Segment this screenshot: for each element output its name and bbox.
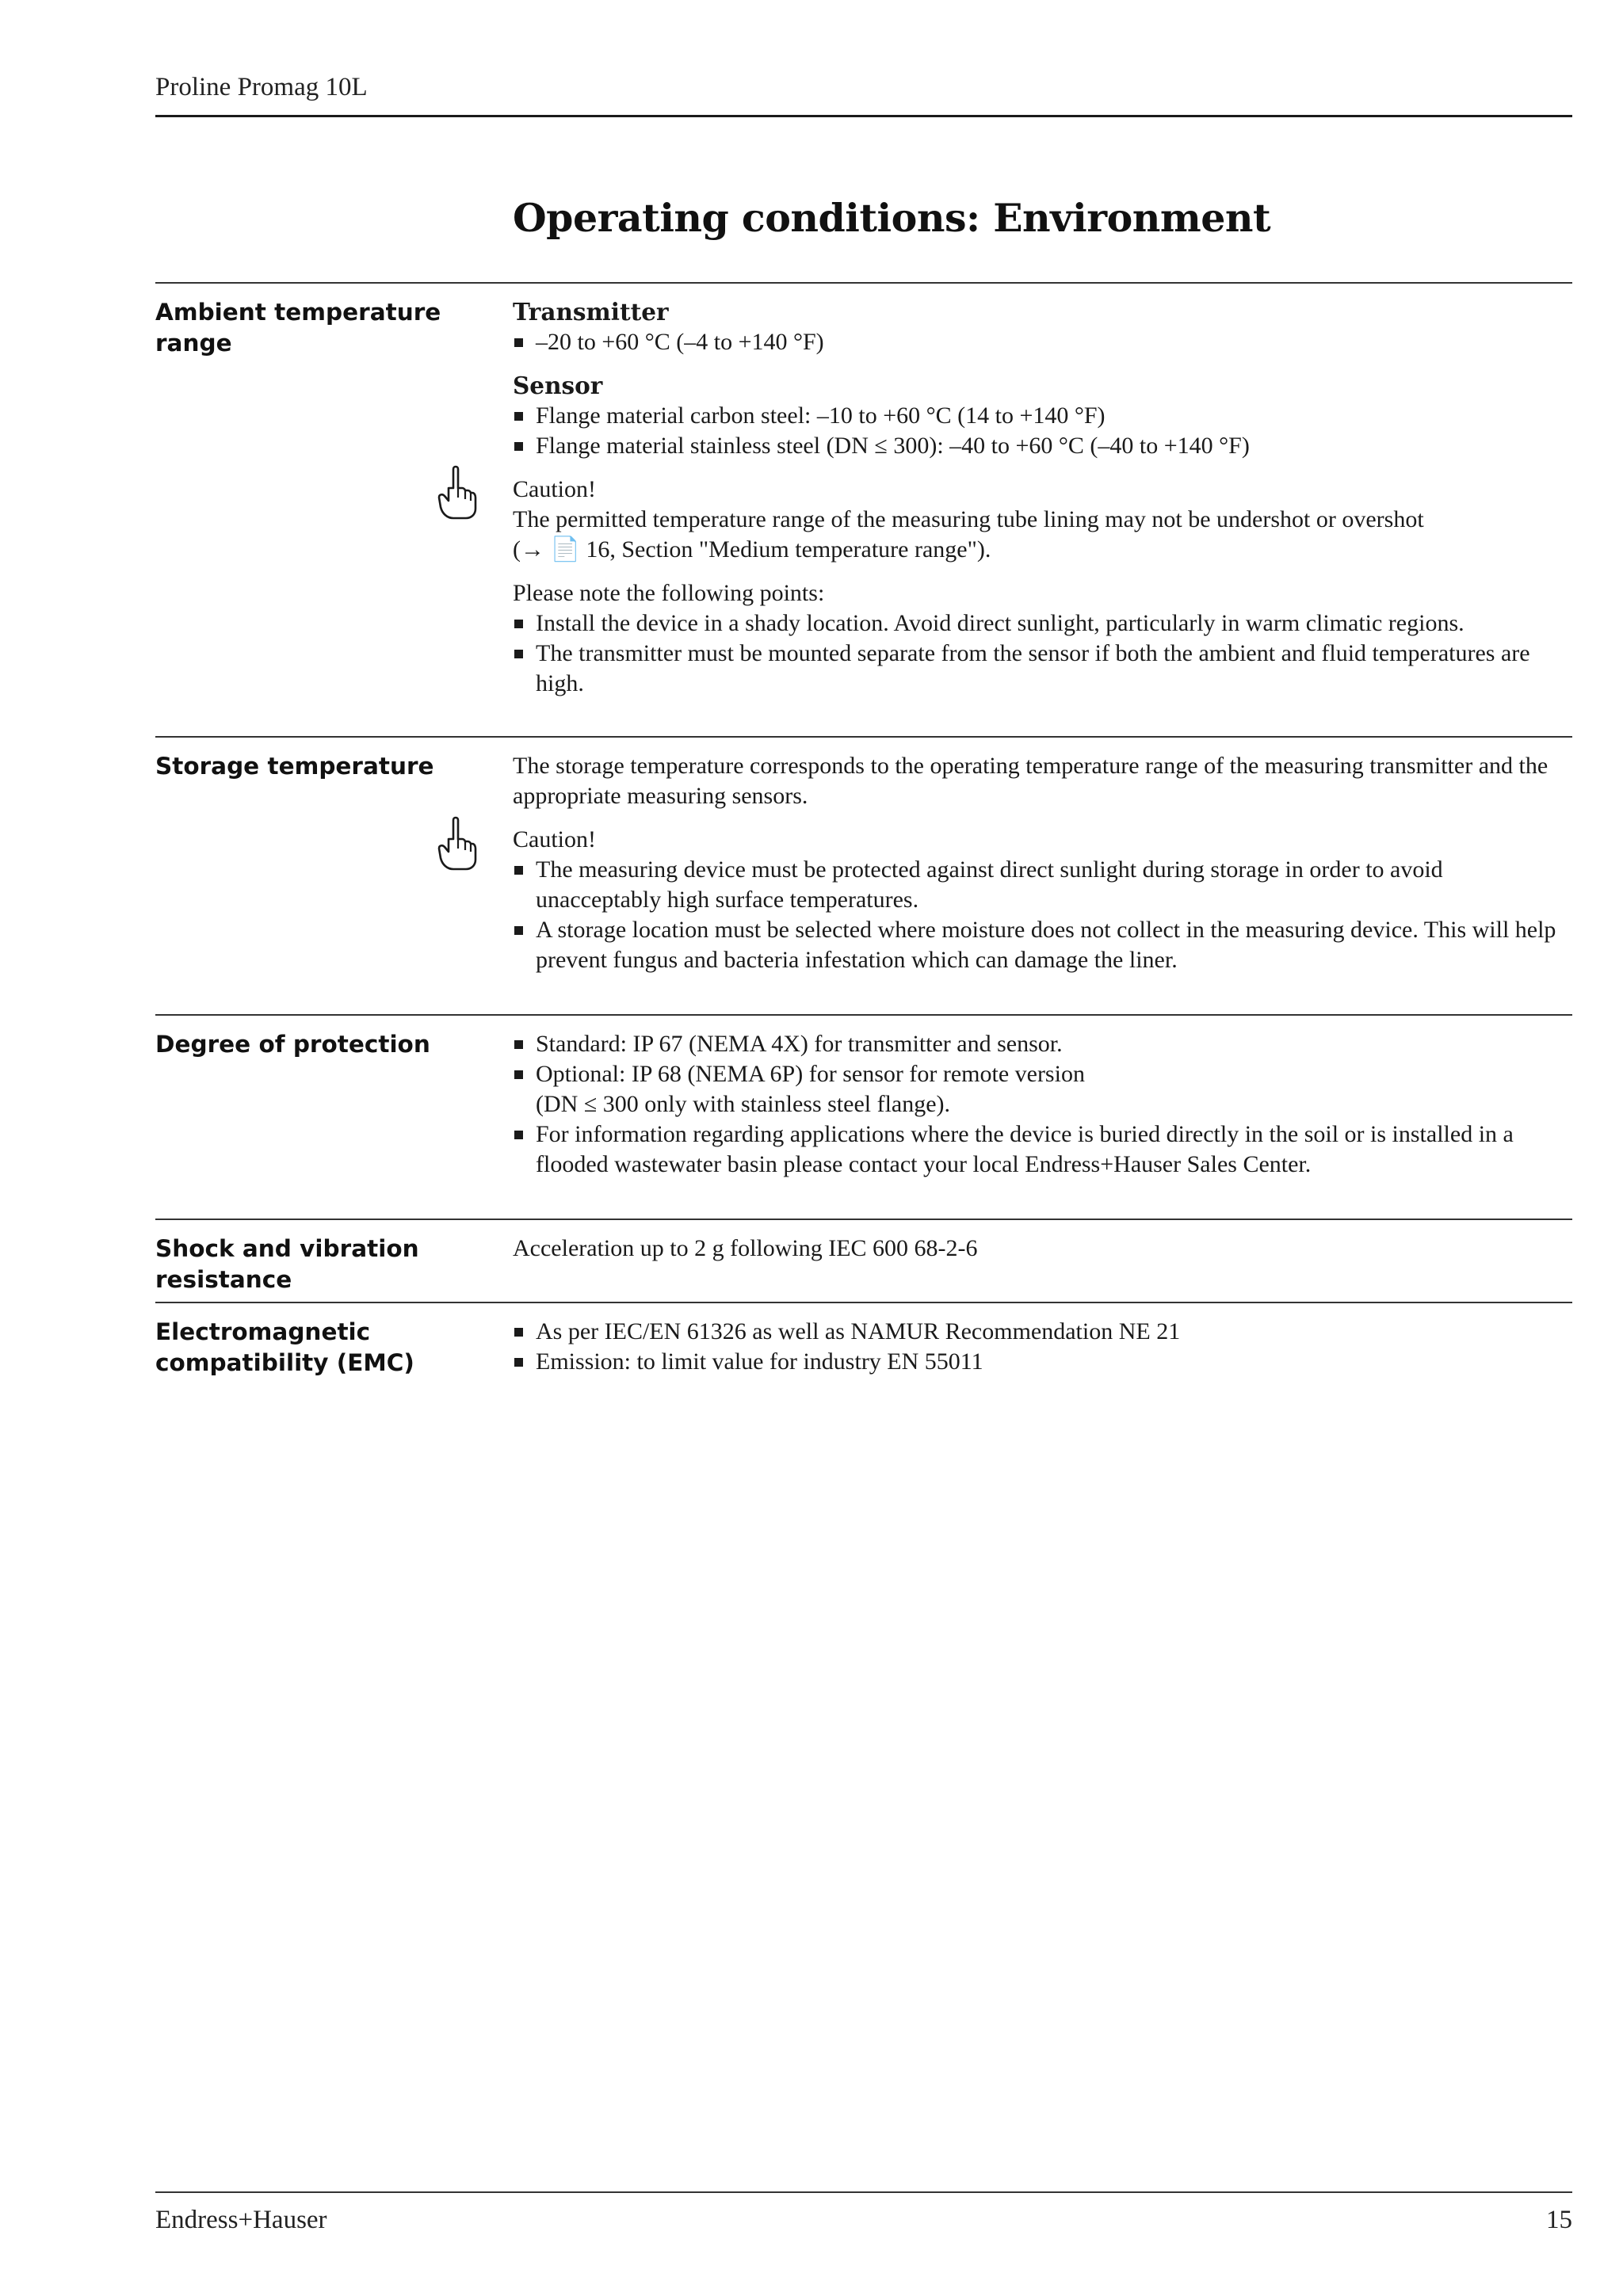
section-label: Ambient temperature range	[155, 299, 441, 357]
section-label: Shock and vibration resistance	[155, 1235, 419, 1293]
pointing-hand-icon	[436, 815, 477, 872]
storage-text: The storage temperature corresponds to the operating temperature range of the measuring transmitter and the appropriate measuring sensors.	[513, 753, 1549, 809]
list-item-continuation: (DN ≤ 300 only with stainless steel flange).	[536, 1091, 951, 1117]
page-title: Operating conditions: Environment	[513, 195, 1271, 241]
protection-list	[513, 1029, 1572, 1180]
transmitter-list	[513, 327, 1572, 357]
caution-title: Caution!	[513, 826, 596, 852]
sensor-heading: Sensor	[513, 372, 603, 399]
section-content	[513, 1029, 1572, 1180]
emc-list	[513, 1317, 1572, 1377]
section-label: Storage temperature	[155, 753, 434, 780]
caution-reference: (→ 📄 16, Section "Medium temperature range").	[513, 536, 991, 563]
section-content	[513, 751, 1572, 975]
section-divider	[155, 736, 1572, 738]
list-item: Install the device in a shady location. Avoid direct sunlight, particularly in warm climatic regions.	[513, 608, 1572, 639]
caution-text: The permitted temperature range of the measuring tube lining may not be undershot or overshot	[513, 506, 1424, 532]
running-header: Proline Promag 10L	[155, 73, 368, 101]
header-rule	[155, 115, 1572, 117]
list-item: Flange material carbon steel: –10 to +60 °C (14 to +140 °F)	[513, 401, 1572, 431]
list-item	[513, 1059, 1572, 1119]
shock-text: Acceleration up to 2 g following IEC 600 68-2-6	[513, 1235, 978, 1261]
footer-rule	[155, 2191, 1572, 2193]
caution-title: Caution!	[513, 476, 596, 502]
list-item: As per IEC/EN 61326 as well as NAMUR Recommendation NE 21	[513, 1317, 1572, 1347]
section-divider	[155, 1219, 1572, 1220]
section-divider	[155, 282, 1572, 284]
list-item: Emission: to limit value for industry EN 55011	[513, 1347, 1572, 1377]
section-label: Degree of protection	[155, 1031, 430, 1058]
note-list	[513, 608, 1572, 699]
list-item-text: Optional: IP 68 (NEMA 6P) for sensor for remote version	[536, 1061, 1085, 1087]
list-item: A storage location must be selected where moisture does not collect in the measuring device. This will help prevent fungus and bacteria infestation which can damage the liner.	[513, 915, 1572, 975]
section-divider	[155, 1302, 1572, 1303]
note-intro: Please note the following points:	[513, 580, 825, 606]
list-item: Standard: IP 67 (NEMA 4X) for transmitter and sensor.	[513, 1029, 1572, 1059]
section-divider	[155, 1014, 1572, 1016]
pointing-hand-icon	[436, 464, 477, 521]
list-item: For information regarding applications where the device is buried directly in the soil or is installed in a flooded wastewater basin please contact your local Endress+Hauser Sales Center.	[513, 1119, 1572, 1180]
section-content	[513, 297, 1572, 699]
list-item: The transmitter must be mounted separate from the sensor if both the ambient and fluid temperatures are high.	[513, 639, 1572, 699]
sensor-list	[513, 401, 1572, 461]
list-item: Flange material stainless steel (DN ≤ 300): –40 to +60 °C (–40 to +140 °F)	[513, 431, 1572, 461]
list-item: –20 to +60 °C (–4 to +140 °F)	[513, 327, 1572, 357]
section-content	[513, 1317, 1572, 1377]
page-number: 15	[1546, 2206, 1572, 2234]
footer-company: Endress+Hauser	[155, 2206, 327, 2234]
section-content	[513, 1234, 1572, 1264]
caution-list	[513, 855, 1572, 975]
list-item: The measuring device must be protected against direct sunlight during storage in order to avoid unacceptably high surface temperatures.	[513, 855, 1572, 915]
transmitter-heading: Transmitter	[513, 298, 669, 326]
section-label: Electromagnetic compatibility (EMC)	[155, 1318, 414, 1376]
